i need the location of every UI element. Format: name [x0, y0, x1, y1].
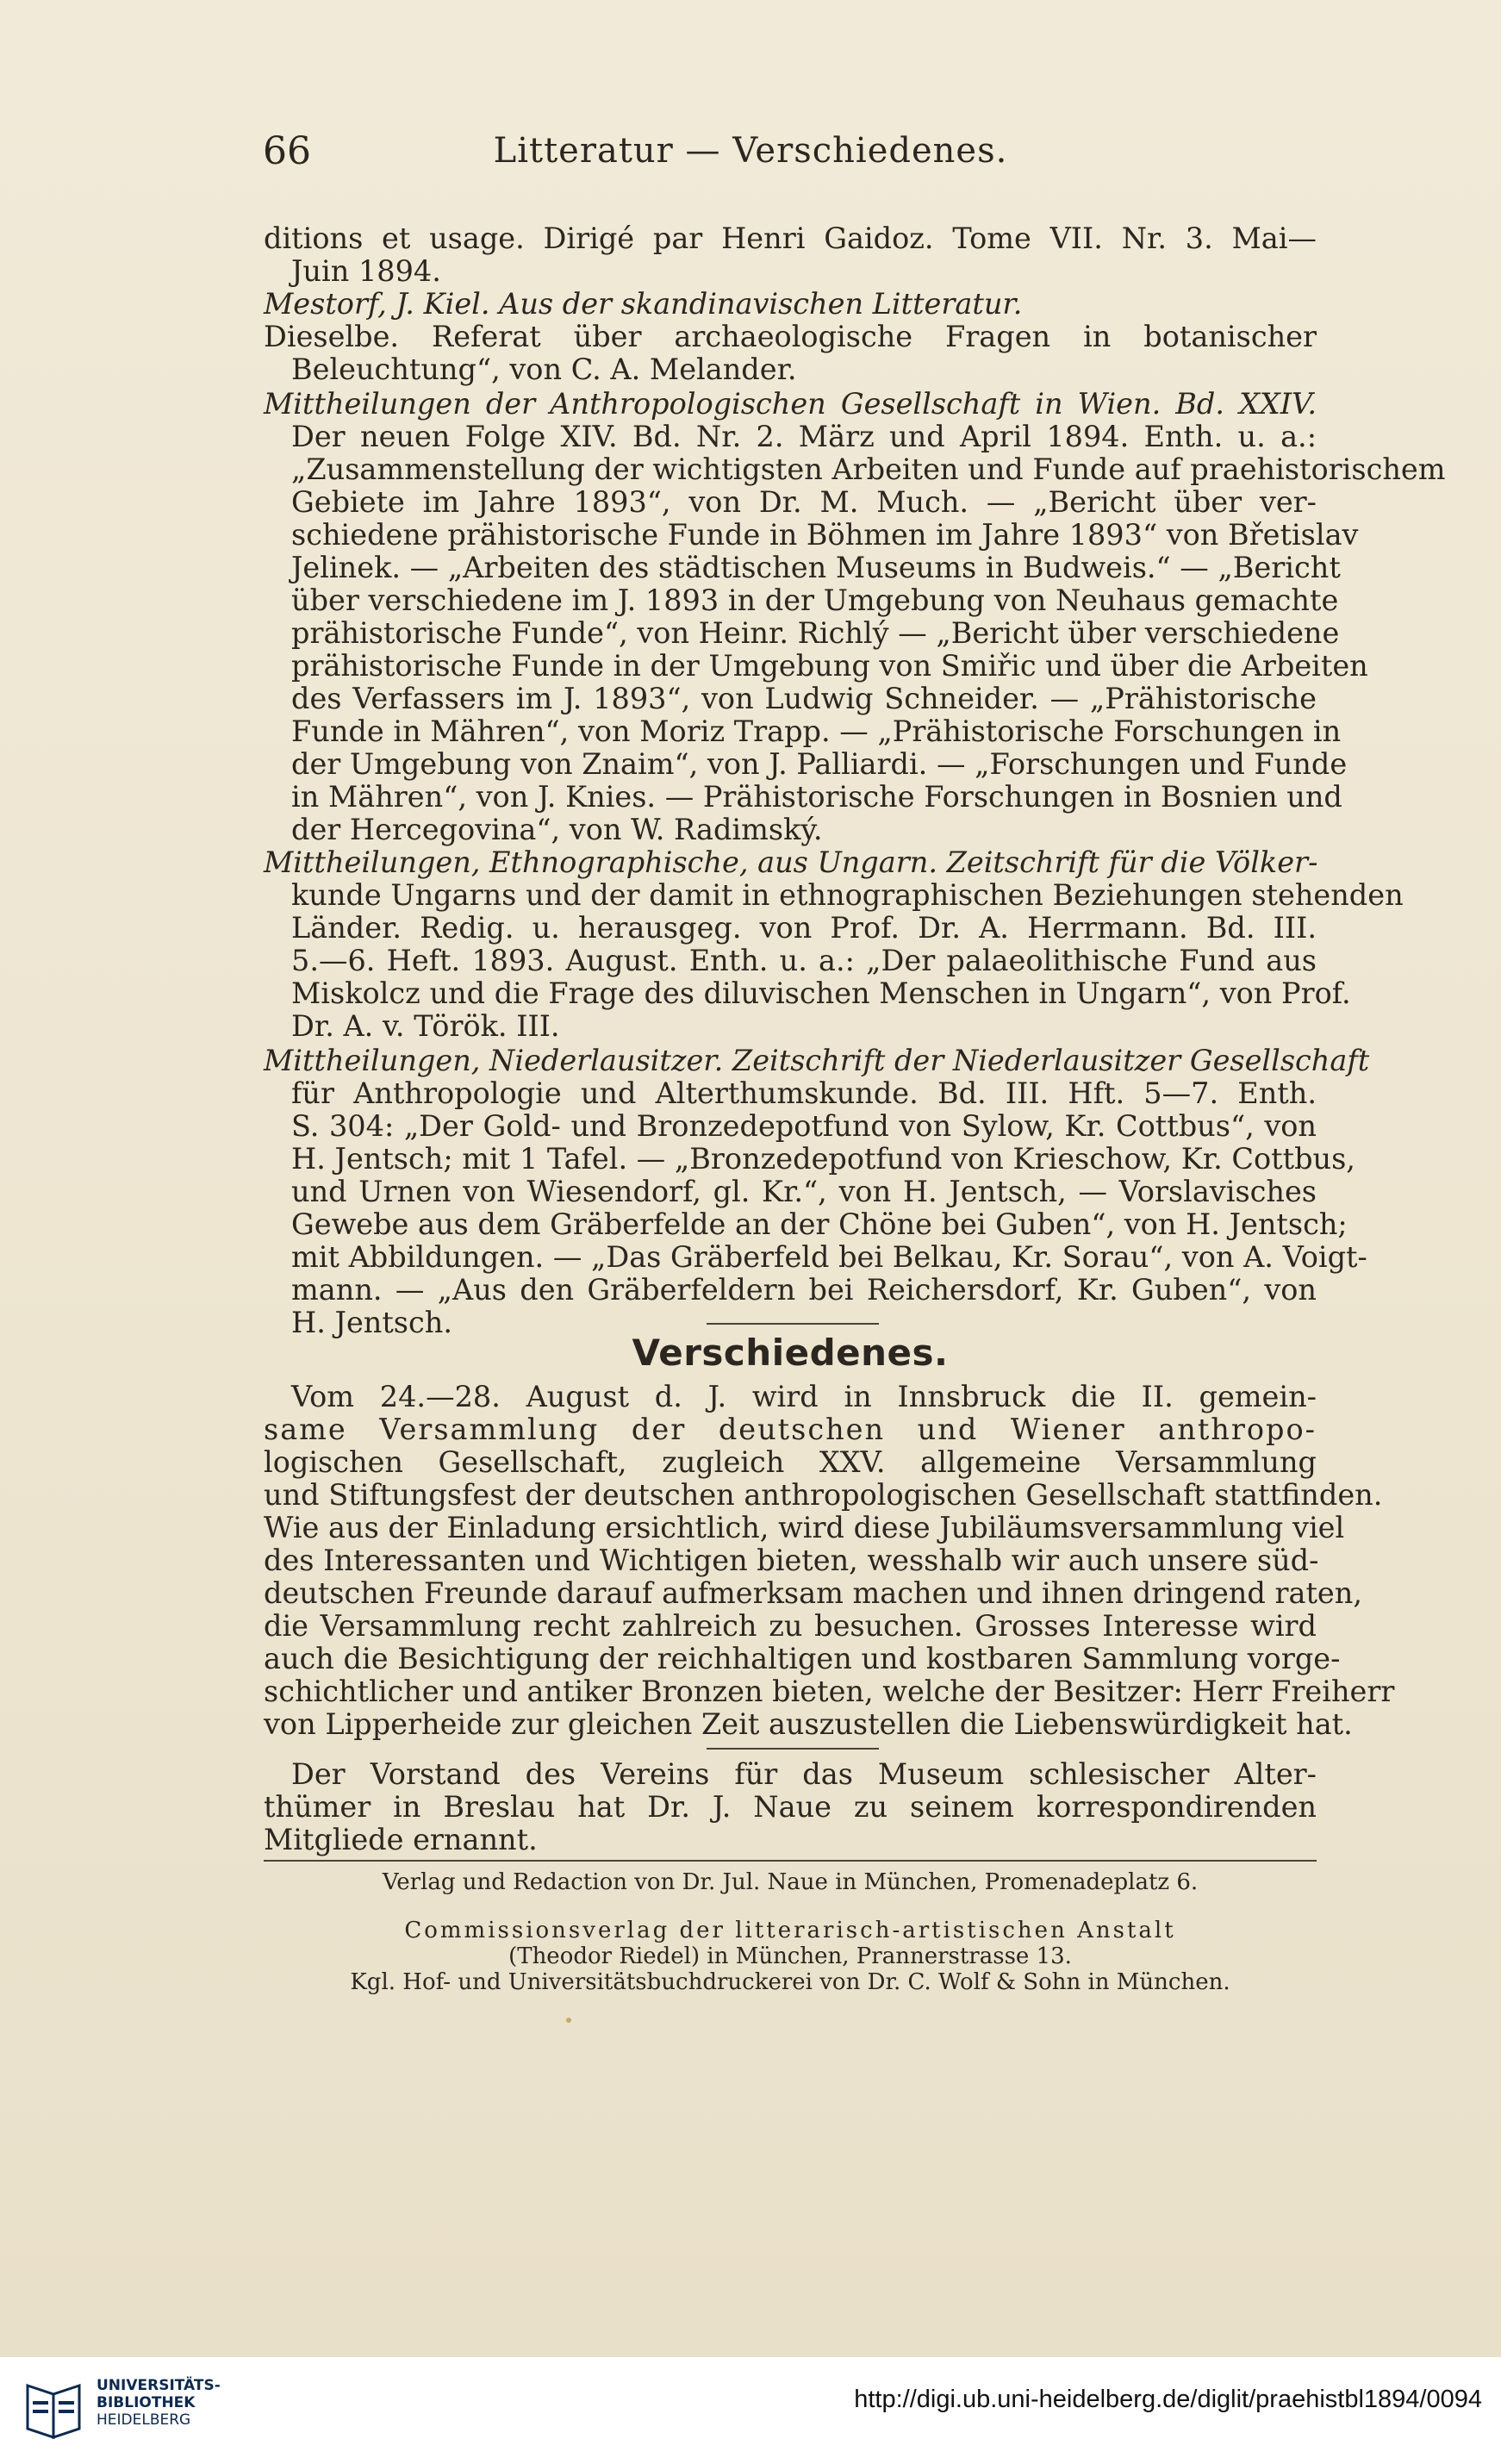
- separator-rule: [707, 1748, 879, 1750]
- library-line-1: UNIVERSITÄTS-: [97, 2377, 221, 2394]
- bib-entry-dieselbe: Dieselbe. Referat über archaeologische Fragen in botanischer: [264, 320, 1317, 353]
- bib-entry-niederlausitz: Mittheilungen, Niederlausitzer. Zeitschrift der Niederlausitzer Gesellschaft: [264, 1044, 1370, 1077]
- text-line: Dr. A. v. Török. III.: [291, 1009, 560, 1043]
- text-line: H. Jentsch; mit 1 Tafel. — „Bronzedepotfund von Krieschow, Kr. Cottbus,: [291, 1142, 1355, 1176]
- text-line: Der neuen Folge XIV. Bd. Nr. 2. März und April 1894. Enth. u. a.:: [291, 420, 1317, 453]
- text-line: „Zusammenstellung der wichtigsten Arbeiten und Funde auf praehistorischem: [291, 452, 1446, 486]
- text-line: H. Jentsch.: [291, 1306, 452, 1339]
- library-seal-icon: [19, 2377, 88, 2446]
- text-line: 5.—6. Heft. 1893. August. Enth. u. a.: „Der palaeolithische Fund aus: [291, 944, 1317, 977]
- text-line: die Versammlung recht zahlreich zu besuchen. Grosses Interesse wird: [264, 1609, 1317, 1643]
- section-heading: Verschiedenes.: [632, 1332, 949, 1374]
- text-line: Juin 1894.: [291, 254, 441, 288]
- text-line: mit Abbildungen. — „Das Gräberfeld bei Belkau, Kr. Sorau“, von A. Voigt-: [291, 1240, 1367, 1274]
- text-line: Beleuchtung“, von C. A. Melander.: [291, 352, 797, 386]
- text-line: logischen Gesellschaft, zugleich XXV. allgemeine Versammlung: [264, 1445, 1317, 1479]
- text-line: von Lipperheide zur gleichen Zeit auszustellen die Liebenswürdigkeit hat.: [264, 1707, 1353, 1741]
- text-line: Funde in Mähren“, von Moriz Trapp. — „Prähistorische Forschungen in: [291, 714, 1342, 748]
- bib-entry-ungarn: Mittheilungen, Ethnographische, aus Ungarn. Zeitschrift für die Völker-: [264, 845, 1318, 879]
- text-line: Vom 24.—28. August d. J. wird in Innsbruck die II. gemein-: [291, 1380, 1317, 1413]
- text-line: und Stiftungsfest der deutschen anthropologischen Gesellschaft stattfinden.: [264, 1478, 1383, 1512]
- text-line: für Anthropologie und Alterthumskunde. Bd. III. Hft. 5—7. Enth.: [291, 1076, 1317, 1110]
- bib-entry-wien: Mittheilungen der Anthropologischen Gesellschaft in Wien. Bd. XXIV.: [264, 387, 1317, 421]
- text-line: des Interessanten und Wichtigen bieten, wesshalb wir auch unsere süd-: [264, 1544, 1319, 1577]
- text-line: über verschiedene im J. 1893 in der Umgebung von Neuhaus gemachte: [291, 583, 1339, 617]
- text-line: der Hercegovina“, von W. Radimský.: [291, 813, 823, 846]
- text-line: des Verfassers im J. 1893“, von Ludwig Schneider. — „Prähistorische: [291, 682, 1317, 715]
- text-line: Der Vorstand des Vereins für das Museum schlesischer Alter-: [291, 1757, 1317, 1791]
- imprint-line: Commissionsverlag der litterarisch-artistischen Anstalt: [404, 1918, 1176, 1943]
- text-line: ditions et usage. Dirigé par Henri Gaidoz. Tome VII. Nr. 3. Mai—: [264, 221, 1317, 255]
- text-line: prähistorische Funde“, von Heinr. Richlý — „Bericht über verschiedene: [291, 616, 1340, 650]
- text-line: deutschen Freunde darauf aufmerksam machen und ihnen dringend raten,: [264, 1576, 1362, 1610]
- text-line: in Mähren“, von J. Knies. — Prähistorische Forschungen in Bosnien und: [291, 780, 1342, 814]
- text-line: Wie aus der Einladung ersichtlich, wird diese Jubiläumsversammlung viel: [264, 1511, 1345, 1544]
- text-line: mann. — „Aus den Gräberfeldern bei Reichersdorf, Kr. Guben“, von: [291, 1273, 1317, 1307]
- text-line: Gewebe aus dem Gräberfelde an der Chöne bei Guben“, von H. Jentsch;: [291, 1207, 1348, 1241]
- text-line: schiedene prähistorische Funde in Böhmen im Jahre 1893“ von Břetislav: [291, 518, 1359, 552]
- imprint-line: Kgl. Hof- und Universitätsbuchdruckerei von Dr. C. Wolf & Sohn in München.: [350, 1969, 1230, 1995]
- text-line: thümer in Breslau hat Dr. J. Naue zu seinem korrespondirenden: [264, 1790, 1317, 1824]
- page-number: 66: [263, 129, 311, 173]
- imprint-rule: [264, 1860, 1317, 1862]
- text-line: kunde Ungarns und der damit in ethnographischen Beziehungen stehenden: [291, 878, 1404, 912]
- text-line: Gebiete im Jahre 1893“, von Dr. M. Much. — „Bericht über ver-: [291, 485, 1317, 519]
- library-line-3: HEIDELBERG: [97, 2411, 191, 2429]
- text-line: Länder. Redig. u. herausgeg. von Prof. Dr. A. Herrmann. Bd. III.: [291, 911, 1317, 945]
- source-url-link[interactable]: http://digi.ub.uni-heidelberg.de/diglit/praehistbl1894/0094: [854, 2386, 1482, 2413]
- text-line: der Umgebung von Znaim“, von J. Palliardi. — „Forschungen und Funde: [291, 747, 1348, 781]
- running-head: Litteratur — Verschiedenes.: [493, 131, 1008, 171]
- text-line: prähistorische Funde in der Umgebung von Smiřic und über die Arbeiten: [291, 649, 1368, 683]
- library-name: [97, 2377, 221, 2429]
- imprint-line: Verlag und Redaction von Dr. Jul. Naue in München, Promenadeplatz 6.: [382, 1869, 1199, 1895]
- text-line: auch die Besichtigung der reichhaltigen und kostbaren Sammlung vorge-: [264, 1642, 1341, 1675]
- text-line: Jelinek. — „Arbeiten des städtischen Museums in Budweis.“ — „Bericht: [291, 551, 1341, 584]
- text-line: same Versammlung der deutschen und Wiener anthropo-: [264, 1413, 1317, 1446]
- separator-rule: [707, 1323, 879, 1325]
- ink-spot: [566, 2018, 571, 2023]
- text-line: Mitgliede ernannt.: [264, 1823, 538, 1856]
- text-line: Miskolcz und die Frage des diluvischen Menschen in Ungarn“, von Prof.: [291, 976, 1351, 1010]
- library-line-2: BIBLIOTHEK: [97, 2394, 196, 2411]
- imprint-line: (Theodor Riedel) in München, Prannerstrasse 13.: [508, 1943, 1072, 1969]
- bib-entry-mestorf: Mestorf, J. Kiel. Aus der skandinavischen Litteratur.: [264, 287, 1023, 321]
- text-line: schichtlicher und antiker Bronzen bieten, welche der Besitzer: Herr Freiherr: [264, 1675, 1395, 1708]
- page-header: [0, 129, 1501, 181]
- text-line: und Urnen von Wiesendorf, gl. Kr.“, von H. Jentsch, — Vorslavisches: [291, 1175, 1317, 1208]
- text-line: S. 304: „Der Gold- und Bronzedepotfund von Sylow, Kr. Cottbus“, von: [291, 1109, 1317, 1143]
